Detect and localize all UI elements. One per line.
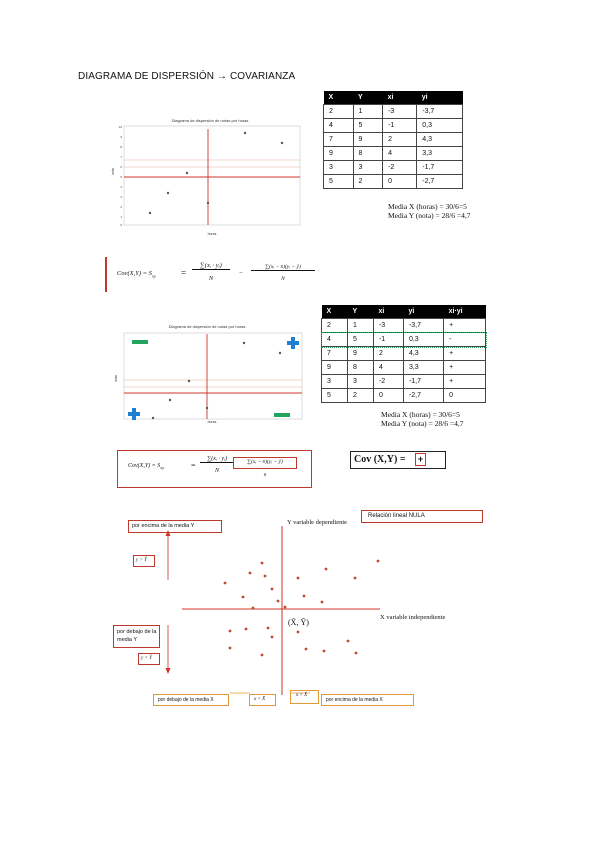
above-mean-x-box [321,694,414,706]
table-cell: 3 [353,161,383,175]
table-row [322,347,486,361]
table-cell: 4 [383,147,417,161]
chart1-ytick: 1 [120,215,122,219]
diagram-point [297,631,300,634]
table-cell: 0 [383,175,417,189]
chart1-point [207,202,209,204]
x-lt-box [249,694,276,706]
x-gt-label: x > X̄ [296,693,308,698]
diagram-point [297,577,300,580]
diagram-point [261,654,264,657]
y-gt-label: y > Ȳ [136,557,147,563]
chart1-point [186,172,188,174]
table-cell: 5 [353,119,383,133]
chart1-ytick: 0 [120,223,122,227]
data-table-1 [323,91,463,189]
table1-header: Y [353,91,383,105]
chart2-point [206,407,208,409]
diagram-point [305,648,308,651]
diagram-point [325,568,328,571]
table-cell: 4 [324,119,354,133]
table-cell: 0 [444,389,486,403]
x-axis-label: X variable independiente [380,614,446,621]
above-mean-x-label: por encima de la media X [326,696,383,703]
chart1-point [244,132,246,134]
table1-mean-notes [388,202,470,220]
table-cell: 2 [322,319,348,333]
chart1-ytick: 10 [118,125,122,129]
chart2-title: Diagrama de dispersión de notas por horas [168,324,246,329]
formula1-num2: ∑(xᵢ − x̄)(yᵢ − ȳ) [251,264,315,271]
below-mean-x-box [153,694,229,706]
table-cell: -3,7 [417,105,463,119]
table-cell: + [444,361,486,375]
diagram-point [252,607,255,610]
table2-header: xi·yi [444,305,486,319]
table-cell: 4 [322,333,348,347]
table-cell: -3 [383,105,417,119]
diagram-point [271,588,274,591]
x-lt-label: x < X̄ [254,696,266,702]
formula2-den1: N [214,468,219,474]
table-cell: -2 [373,375,403,389]
table-cell: -3,7 [403,319,443,333]
chart2-ylabel: nota [114,375,118,382]
above-mean-y-box [128,520,222,533]
table-row [324,119,463,133]
mean-y-note: Media Y (nota) = 28/6 =4,7 [381,419,464,428]
table-row [322,333,486,347]
table2-header: xi [373,305,403,319]
table-row [322,361,486,375]
chart2-point [152,417,154,419]
table-row [322,375,486,389]
chart1-point [149,212,151,214]
table-cell: 7 [324,133,354,147]
y-lt-label: y < Ȳ [141,655,152,661]
table1-header: xi [383,91,417,105]
table-cell: 1 [353,105,383,119]
table1-header: X [324,91,354,105]
y-axis-label: Y variable dependiente [287,519,348,526]
table-cell: 8 [347,361,373,375]
diagram-point [261,562,264,565]
center-mean-label: (X̄, Ȳ) [288,618,309,627]
table-cell: 3 [322,375,348,389]
formula-1: $Cov(X,Y) = S_{xy}$ = ∑(xᵢ · yᵢ) N − ∑(xᵢ − x̄)(yᵢ − ȳ) N [117,262,317,290]
chart2-point [279,352,281,354]
table-cell: + [444,375,486,389]
cov-result-box [350,451,446,469]
diagram-point [229,630,232,633]
table1-header: yi [417,91,463,105]
table-cell: 5 [347,333,373,347]
mean-x-note: Media X (horas) = 30/6=5 [388,202,467,211]
table-cell: 0,3 [403,333,443,347]
chart1-ytick: 5 [120,175,122,179]
chart1-point [281,142,283,144]
table-cell: 4 [373,361,403,375]
chart1-xlabel: horas [207,232,217,236]
table-cell: 9 [322,361,348,375]
formula1-num1: ∑(xᵢ · yᵢ) [192,262,230,270]
table-cell: 3,3 [417,147,463,161]
table-row [324,175,463,189]
diagram-point [271,636,274,639]
table-cell: -1 [373,333,403,347]
table-row [324,133,463,147]
table-cell: + [444,347,486,361]
diagram-point [229,647,232,650]
chart2-xlabel: horas [207,420,217,424]
chart1-point [167,192,169,194]
table-cell: + [444,319,486,333]
table-cell: 9 [353,133,383,147]
diagram-point [377,560,380,563]
diagram-point [323,650,326,653]
table2-header: yi [403,305,443,319]
table-cell: 1 [347,319,373,333]
y-lt-box [138,653,160,665]
diagram-point [321,601,324,604]
table-row [322,389,486,403]
formula1-minus: − [239,270,243,277]
table2-header: Y [347,305,373,319]
table-cell: 7 [322,347,348,361]
minus-sign-icon [274,413,290,417]
formula2-num1: ∑(xᵢ · yᵢ) [200,456,234,463]
above-mean-y-label: por encima de la media Y [132,523,195,529]
y-gt-box [133,555,155,567]
table-cell: 5 [322,389,348,403]
table-cell: 0,3 [417,119,463,133]
chart2-point [169,399,171,401]
formula1-den1: N [208,275,214,282]
diagram-point [277,600,280,603]
table-cell: -2,7 [403,389,443,403]
formula2-den2: n [263,472,267,478]
table-cell: 4,3 [403,347,443,361]
table-cell: -1,7 [403,375,443,389]
diagram-point [264,575,267,578]
chart2-point [188,380,190,382]
scatter-chart-2 [112,320,312,424]
diagram-point [303,595,306,598]
table2-mean-notes [381,410,463,428]
table-cell: 2 [353,175,383,189]
chart1-ytick: 3 [120,195,122,199]
table-row [324,105,463,119]
diagram-point [267,627,270,630]
chart1-ytick: 6 [120,165,122,169]
chart1-title: Diagrama de dispersión de notas por horas [171,118,249,123]
table-cell: -1 [383,119,417,133]
table-cell: 2 [383,133,417,147]
table-cell: 4,3 [417,133,463,147]
table-cell: 2 [324,105,354,119]
diagram-point [354,577,357,580]
mean-x-note: Media X (horas) = 30/6=5 [381,410,460,419]
formula2-lhs: $Cov(X,Y) = S_{xy}$ [128,463,165,471]
table-row [324,161,463,175]
diagram-point [224,582,227,585]
chart1-ylabel: nota [111,168,115,175]
covariance-quadrant-diagram [110,505,500,715]
chart2-point [243,342,245,344]
cov-result-sign: + [415,453,426,466]
chart1-y-ticks [119,125,123,227]
table-cell: 5 [324,175,354,189]
formula1-lhs: $Cov(X,Y) = S_{xy}$ [117,270,156,279]
table-cell: 8 [353,147,383,161]
diagram-point [284,606,287,609]
x-gt-box [290,690,319,704]
chart1-ytick: 8 [120,145,122,149]
below-mean-y-label: por debajo de la media Y [117,629,157,643]
mean-y-note: Media Y (nota) = 28/6 =4,7 [388,211,471,220]
table-cell: 3 [347,375,373,389]
chart2-plot-area [124,333,302,419]
minus-sign-icon [132,340,148,344]
table-cell: 2 [373,347,403,361]
table-cell: -3 [373,319,403,333]
table-cell: - [444,333,486,347]
below-mean-y-box [113,625,160,648]
formula1-bar [105,257,107,292]
below-mean-x-label: por debajo de la media X [158,696,214,703]
table-cell: 3 [324,161,354,175]
chart1-ytick: 2 [120,205,122,209]
table-cell: 2 [347,389,373,403]
formula-2: $Cov(X,Y) = S_{xy}$ = ∑(xᵢ · yᵢ) N ∑(xᵢ − x̄)(yᵢ − ȳ) n [117,450,312,488]
table-cell: 9 [324,147,354,161]
data-table-2 [321,305,486,403]
table-cell: -2 [383,161,417,175]
table-cell: -2,7 [417,175,463,189]
table-row [322,319,486,333]
scatter-chart-1 [108,115,304,237]
diagram-point [355,652,358,655]
relation-box [361,510,483,523]
page-title: DIAGRAMA DE DISPERSIÓN → COVARIANZA [78,71,296,82]
table-row [324,147,463,161]
table-cell: 3,3 [403,361,443,375]
formula1-den2: N [281,276,285,282]
table-cell: 0 [373,389,403,403]
table-cell: -1,7 [417,161,463,175]
chart1-ytick: 9 [120,135,122,139]
diagram-point [245,628,248,631]
cov-result-label: Cov (X,Y) = [354,454,406,465]
diagram-point [249,572,252,575]
table2-header: X [322,305,348,319]
formula2-num2: ∑(xᵢ − x̄)(yᵢ − ȳ) [247,459,283,465]
diagram-point [242,596,245,599]
diagram-point [347,640,350,643]
chart1-ytick: 4 [120,185,122,189]
table-cell: 9 [347,347,373,361]
chart1-plot-area [124,126,300,225]
chart1-ytick: 7 [120,155,122,159]
relation-label: Relación lineal NULA [368,512,425,519]
